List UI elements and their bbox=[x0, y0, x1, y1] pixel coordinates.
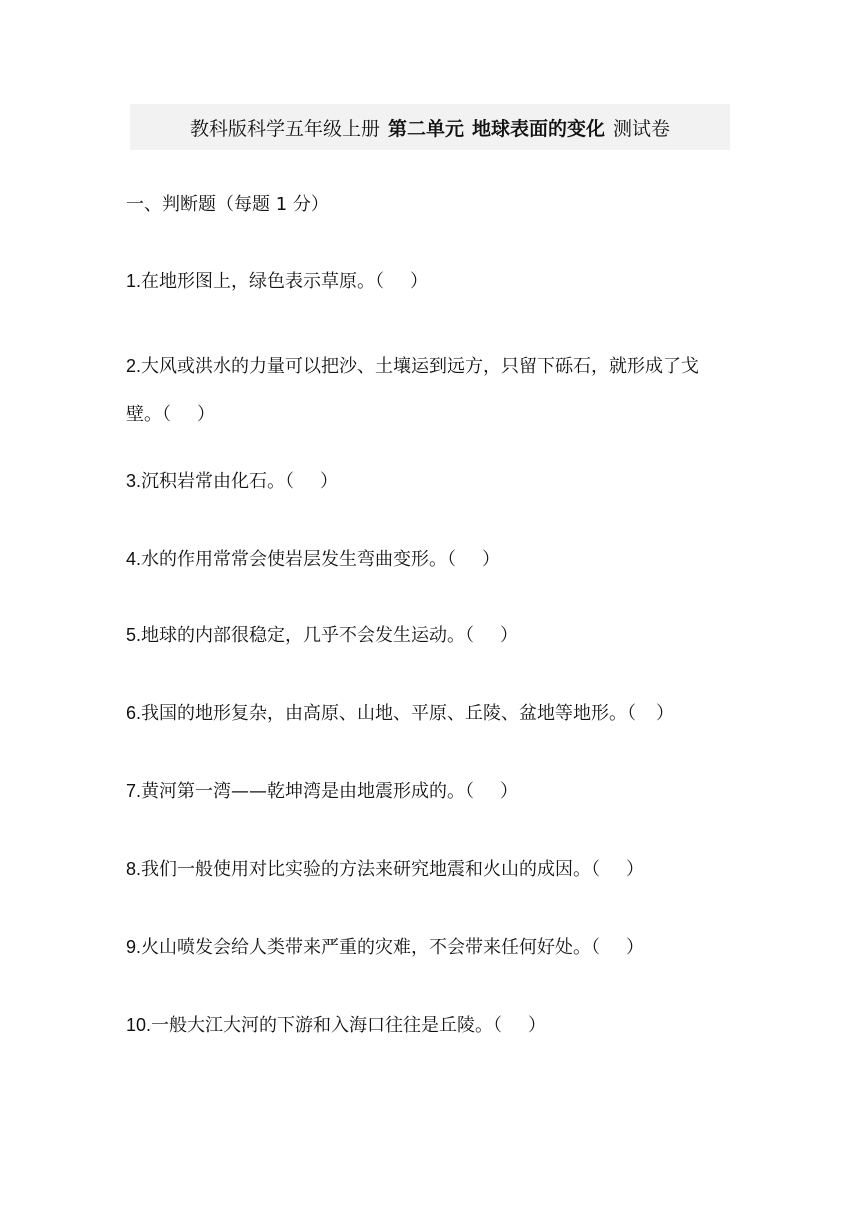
question-text: 地球的内部很稳定，几乎不会发生运动。（ bbox=[141, 625, 475, 646]
question-text: 在地形图上，绿色表示草原。（ bbox=[141, 271, 385, 292]
question-close: ） bbox=[197, 404, 215, 425]
question-close: ） bbox=[626, 937, 645, 958]
question-number: 10. bbox=[126, 1015, 152, 1035]
title-suffix: 测试卷 bbox=[613, 117, 671, 140]
question-5 bbox=[126, 618, 732, 653]
question-text: 一般大江大河的下游和入海口往往是丘陵。（ bbox=[151, 1015, 503, 1036]
question-close: ） bbox=[500, 781, 519, 802]
question-10 bbox=[126, 1008, 732, 1043]
title-unit: 第二单元 bbox=[387, 117, 464, 140]
question-4 bbox=[126, 542, 732, 577]
question-number: 9. bbox=[126, 937, 142, 957]
question-number: 5. bbox=[126, 625, 142, 645]
question-number: 4. bbox=[126, 549, 142, 569]
question-text: 火山喷发会给人类带来严重的灾难，不会带来任何好处。（ bbox=[141, 937, 601, 958]
question-number: 1. bbox=[126, 271, 142, 291]
question-number: 3. bbox=[126, 471, 142, 491]
question-close: ） bbox=[500, 625, 519, 646]
question-close: ） bbox=[626, 859, 645, 880]
question-number: 6. bbox=[126, 703, 142, 723]
question-text: 沉积岩常由化石。（ bbox=[141, 471, 295, 492]
question-close: ） bbox=[528, 1015, 547, 1036]
question-7 bbox=[126, 774, 732, 809]
title-topic: 地球表面的变化 bbox=[472, 117, 606, 140]
question-number: 8. bbox=[126, 859, 142, 879]
question-close: ） bbox=[482, 549, 501, 570]
question-close: ） bbox=[320, 471, 339, 492]
question-number: 2. bbox=[126, 356, 142, 376]
question-text: 黄河第一湾——乾坤湾是由地震形成的。（ bbox=[141, 781, 475, 802]
question-text: 水的作用常常会使岩层发生弯曲变形。（ bbox=[141, 549, 457, 570]
question-9 bbox=[126, 930, 732, 965]
question-number: 7. bbox=[126, 781, 142, 801]
question-3 bbox=[126, 464, 732, 499]
question-1 bbox=[126, 264, 732, 299]
question-6 bbox=[126, 696, 746, 731]
title-book: 教科版科学五年级上册 bbox=[189, 117, 380, 140]
question-text: 我国的地形复杂，由高原、山地、平原、丘陵、盆地等地形。（ bbox=[141, 703, 637, 724]
section-heading: 一、判断题（每题 1 分） bbox=[126, 194, 329, 215]
question-8 bbox=[126, 852, 732, 887]
question-2 bbox=[126, 342, 732, 439]
question-text: 大风或洪水的力量可以把沙、土壤运到远方，只留下砾石，就形成了戈壁。（ bbox=[126, 356, 700, 425]
question-text: 我们一般使用对比实验的方法来研究地震和火山的成因。（ bbox=[141, 859, 601, 880]
question-close: ） bbox=[656, 703, 675, 724]
question-close: ） bbox=[410, 271, 429, 292]
page-title bbox=[130, 104, 730, 150]
